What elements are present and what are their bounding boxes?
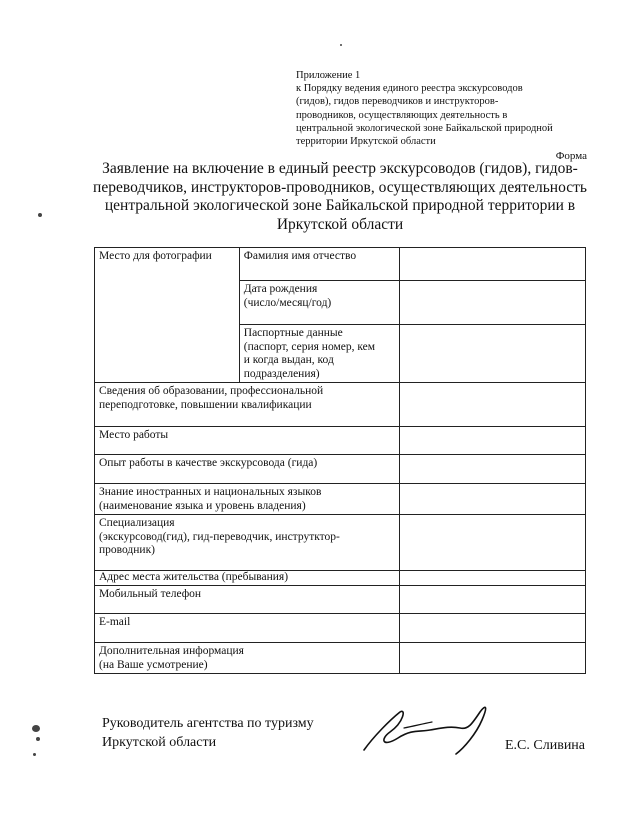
appendix-line: проводников, осуществляющих деятельность в — [296, 109, 508, 121]
scan-speck — [340, 44, 342, 46]
specialization-label: Специализация — [99, 517, 175, 529]
education-label-cell — [95, 383, 400, 427]
passport-label: Паспортные данные — [243, 327, 343, 339]
email-label-cell — [95, 614, 400, 643]
photo-place-label: Место для фотографии — [99, 250, 212, 262]
scan-speck — [38, 213, 42, 217]
education-hint: переподготовке, повышении квалификации — [99, 398, 312, 411]
workplace-label-cell — [95, 427, 400, 455]
specialization-value-cell[interactable] — [399, 515, 585, 571]
scan-speck — [36, 737, 40, 741]
education-label: Сведения об образовании, профессиональной — [99, 385, 324, 397]
appendix-line: территории Иркутской области — [296, 136, 436, 148]
title-line: Заявление на включение в единый реестр экскурсоводов (гидов), гидов- — [102, 160, 578, 177]
languages-label: Знание иностранных и национальных языков — [99, 486, 322, 498]
experience-label: Опыт работы в качестве экскурсовода (гида) — [99, 457, 318, 469]
full-name-label: Фамилия имя отчество — [243, 250, 357, 262]
experience-value-cell[interactable] — [399, 455, 585, 484]
additional-label-cell — [95, 643, 400, 674]
birth-date-hint: (число/месяц/год) — [243, 296, 332, 309]
mobile-label: Мобильный телефон — [99, 588, 202, 600]
document-title — [60, 160, 620, 234]
mobile-value-cell[interactable] — [399, 586, 585, 614]
signatory-name: Е.С. Сливина — [505, 738, 586, 753]
specialization-label-cell — [95, 515, 400, 571]
experience-label-cell — [95, 455, 400, 484]
appendix-line: центральной экологической зоне Байкальской природной — [296, 122, 553, 134]
appendix-line: (гидов), гидов переводчиков и инструкторов- — [296, 96, 499, 108]
title-line: переводчиков, инструкторов-проводников, осуществляющих деятельность — [93, 178, 587, 196]
mobile-label-cell — [95, 586, 400, 614]
signatory-position-line: Руководитель агентства по туризму — [102, 716, 314, 731]
application-form-table — [94, 247, 586, 674]
signatory-position-line: Иркутской области — [102, 735, 217, 750]
scan-speck — [33, 753, 36, 756]
languages-label-cell — [95, 484, 400, 515]
languages-value-cell[interactable] — [399, 484, 585, 515]
specialization-hint: проводник) — [99, 544, 156, 556]
form-label: Форма — [555, 150, 587, 162]
title-line: Иркутской области — [276, 215, 404, 233]
signatory-position — [102, 714, 314, 752]
passport-value-cell[interactable] — [399, 325, 585, 383]
birth-date-label-cell — [239, 281, 399, 325]
address-label: Адрес места жительства (пребывания) — [99, 571, 289, 583]
address-value-cell[interactable] — [399, 571, 585, 586]
passport-label-cell — [239, 325, 399, 383]
address-label-cell — [95, 571, 400, 586]
languages-hint: (наименование языка и уровень владения) — [99, 499, 306, 512]
birth-date-label: Дата рождения — [243, 283, 318, 295]
photo-place-cell[interactable] — [95, 248, 240, 383]
passport-hint: подразделения) — [243, 367, 320, 380]
additional-hint: (на Ваше усмотрение) — [99, 658, 208, 671]
passport-hint: и когда выдан, код — [243, 354, 334, 366]
birth-date-value-cell[interactable] — [399, 281, 585, 325]
passport-hint: (паспорт, серия номер, кем — [243, 340, 376, 353]
scan-speck — [32, 725, 40, 732]
handwritten-signature — [360, 698, 500, 758]
full-name-value-cell[interactable] — [399, 248, 585, 281]
appendix-line: Приложение 1 — [296, 70, 361, 81]
additional-value-cell[interactable] — [399, 643, 585, 674]
appendix-note — [296, 69, 596, 148]
education-value-cell[interactable] — [399, 383, 585, 427]
workplace-value-cell[interactable] — [399, 427, 585, 455]
full-name-label-cell — [239, 248, 399, 281]
workplace-label: Место работы — [99, 429, 169, 441]
email-label: E-mail — [99, 616, 131, 628]
specialization-hint: (экскурсовод(гид), гид-переводчик, инструтктор- — [99, 530, 340, 543]
email-value-cell[interactable] — [399, 614, 585, 643]
additional-label: Дополнительная информация — [99, 645, 244, 657]
appendix-line: к Порядку ведения единого реестра экскурсоводов — [296, 83, 523, 95]
title-line: центральной экологической зоне Байкальской природной территории в — [104, 197, 576, 214]
